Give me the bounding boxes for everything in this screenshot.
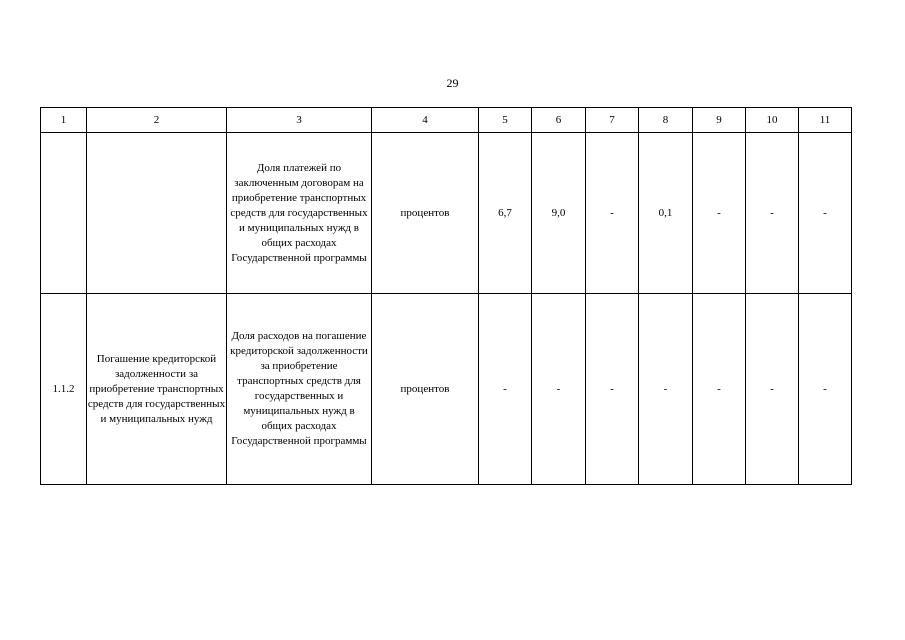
column-header: 5 <box>479 108 532 133</box>
event-cell <box>87 133 227 294</box>
value-cell: - <box>693 133 746 294</box>
indicators-table <box>40 107 852 485</box>
column-header: 10 <box>746 108 799 133</box>
value-cell: - <box>693 294 746 485</box>
value-cell: - <box>746 294 799 485</box>
table-row <box>41 294 852 485</box>
value-cell: 9,0 <box>532 133 586 294</box>
value-cell: - <box>586 294 639 485</box>
value-cell: 0,1 <box>639 133 693 294</box>
value-cell: - <box>639 294 693 485</box>
value-cell: - <box>586 133 639 294</box>
row-number-cell <box>41 133 87 294</box>
event-cell: Погашение кредиторской задолженности за приобретение транспортных средств для государственных и муниципальных нужд <box>87 294 227 485</box>
value-cell: 6,7 <box>479 133 532 294</box>
column-header: 9 <box>693 108 746 133</box>
unit-cell: процентов <box>372 294 479 485</box>
column-header: 3 <box>227 108 372 133</box>
row-number-cell: 1.1.2 <box>41 294 87 485</box>
indicator-cell: Доля платежей по заключенным договорам на приобретение транспортных средств для государственных и муниципальных нужд в общих расходах Государственной программы <box>227 133 372 294</box>
value-cell: - <box>532 294 586 485</box>
column-header: 11 <box>799 108 852 133</box>
column-header: 7 <box>586 108 639 133</box>
column-header: 2 <box>87 108 227 133</box>
value-cell: - <box>479 294 532 485</box>
column-header: 4 <box>372 108 479 133</box>
value-cell: - <box>746 133 799 294</box>
indicator-cell: Доля расходов на погашение кредиторской задолженности за приобретение транспортных средств для государственных и муниципальных нужд в общих расходах Государственной программы <box>227 294 372 485</box>
value-cell: - <box>799 133 852 294</box>
column-header: 8 <box>639 108 693 133</box>
page-number: 29 <box>446 76 459 90</box>
table-row <box>41 133 852 294</box>
unit-cell: процентов <box>372 133 479 294</box>
table-header-row <box>41 108 852 133</box>
column-header: 6 <box>532 108 586 133</box>
column-header: 1 <box>41 108 87 133</box>
value-cell: - <box>799 294 852 485</box>
